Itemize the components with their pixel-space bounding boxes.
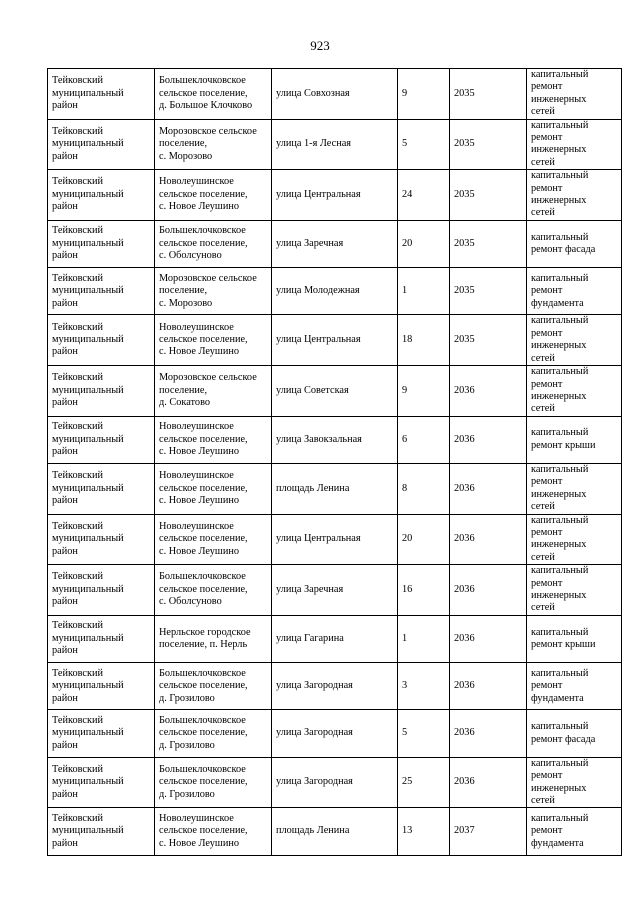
district-cell — [48, 757, 155, 808]
work-type-cell-text: капитальный ремонт фундамента — [531, 272, 589, 309]
house-number-cell — [398, 514, 450, 565]
street-cell — [272, 565, 398, 616]
year-cell — [450, 808, 527, 855]
street-cell — [272, 710, 398, 757]
district-cell-text: Тейковский муниципальный район — [52, 125, 124, 162]
year-cell-text: 2036 — [454, 680, 475, 692]
house-number-cell — [398, 268, 450, 315]
house-number-cell — [398, 416, 450, 463]
year-cell — [450, 565, 527, 616]
street-cell-text: улица Заречная — [276, 237, 344, 249]
district-cell-text: Тейковский муниципальный район — [52, 520, 124, 557]
work-type-cell — [527, 315, 622, 366]
work-type-cell-text: капитальный ремонт инженерных сетей — [531, 366, 589, 415]
table-row — [48, 69, 622, 120]
house-number-cell-text: 1 — [402, 632, 408, 644]
district-cell — [48, 615, 155, 662]
work-type-cell-text: капитальный ремонт инженерных сетей — [531, 757, 589, 806]
table-row — [48, 514, 622, 565]
year-cell — [450, 615, 527, 662]
street-cell — [272, 416, 398, 463]
settlement-cell-text: Большеклочковское сельское поселение, д. Большое Клочково — [159, 75, 253, 112]
work-type-cell — [527, 268, 622, 315]
work-type-cell — [527, 220, 622, 267]
district-cell-text: Тейковский муниципальный район — [52, 272, 124, 309]
table-row — [48, 663, 622, 710]
year-cell-text: 2036 — [454, 384, 475, 396]
district-cell — [48, 808, 155, 855]
street-cell — [272, 315, 398, 366]
street-cell-text: улица Совхозная — [276, 87, 350, 99]
year-cell-text: 2036 — [454, 433, 475, 445]
work-type-cell — [527, 464, 622, 515]
settlement-cell — [155, 416, 272, 463]
year-cell-text: 2036 — [454, 727, 475, 739]
street-cell — [272, 366, 398, 417]
work-type-cell-text: капитальный ремонт крыши — [531, 626, 596, 651]
street-cell-text: улица 1-я Лесная — [276, 138, 352, 150]
street-cell-text: площадь Ленина — [276, 825, 350, 837]
year-cell-text: 2035 — [454, 138, 475, 150]
house-number-cell — [398, 170, 450, 221]
work-type-cell-text: капитальный ремонт фундамента — [531, 667, 589, 704]
district-cell — [48, 710, 155, 757]
district-cell — [48, 220, 155, 267]
settlement-cell-text: Большеклочковское сельское поселение, с. Оболсуново — [159, 225, 248, 262]
work-type-cell — [527, 416, 622, 463]
house-number-cell-text: 18 — [402, 334, 413, 346]
work-type-cell — [527, 757, 622, 808]
work-type-cell-text: капитальный ремонт фасада — [531, 231, 596, 256]
work-type-cell-text: капитальный ремонт фасада — [531, 721, 596, 745]
year-cell-text: 2036 — [454, 583, 475, 595]
district-cell — [48, 464, 155, 515]
settlement-cell — [155, 69, 272, 120]
year-cell — [450, 268, 527, 315]
work-type-cell-text: капитальный ремонт инженерных сетей — [531, 464, 589, 513]
year-cell — [450, 220, 527, 267]
house-number-cell-text: 8 — [402, 482, 408, 494]
table-row — [48, 220, 622, 267]
settlement-cell-text: Новолеушинское сельское поселение, с. Новое Леушино — [159, 470, 248, 507]
district-cell — [48, 69, 155, 120]
work-type-cell — [527, 366, 622, 417]
work-type-cell — [527, 710, 622, 757]
settlement-cell — [155, 315, 272, 366]
table-row — [48, 615, 622, 662]
work-type-cell — [527, 170, 622, 221]
district-cell-text: Тейковский муниципальный район — [52, 620, 124, 657]
street-cell-text: улица Гагарина — [276, 632, 344, 644]
work-type-cell-text: капитальный ремонт инженерных сетей — [531, 170, 589, 219]
house-number-cell-text: 9 — [402, 384, 408, 396]
district-cell-text: Тейковский муниципальный район — [52, 571, 124, 608]
district-cell — [48, 514, 155, 565]
page-number: 923 — [310, 38, 330, 53]
table-row — [48, 416, 622, 463]
year-cell — [450, 663, 527, 710]
house-number-cell — [398, 565, 450, 616]
street-cell-text: улица Центральная — [276, 188, 361, 200]
house-number-cell — [398, 119, 450, 170]
settlement-cell-text: Большеклочковское сельское поселение, д. Грозилово — [159, 763, 248, 800]
year-cell — [450, 514, 527, 565]
house-number-cell-text: 1 — [402, 285, 408, 297]
settlement-cell-text: Нерльское городское поселение, п. Нерль — [159, 626, 251, 651]
settlement-cell — [155, 710, 272, 757]
settlement-cell-text: Большеклочковское сельское поселение, с. Оболсуново — [159, 571, 248, 608]
district-cell — [48, 366, 155, 417]
house-number-cell — [398, 220, 450, 267]
street-cell-text: улица Загородная — [276, 680, 353, 692]
table-body — [48, 69, 622, 856]
table-row — [48, 315, 622, 366]
street-cell — [272, 464, 398, 515]
table-row — [48, 757, 622, 808]
district-cell — [48, 565, 155, 616]
table-row — [48, 268, 622, 315]
year-cell — [450, 757, 527, 808]
house-number-cell-text: 20 — [402, 533, 413, 545]
settlement-cell — [155, 464, 272, 515]
work-type-cell — [527, 69, 622, 120]
settlement-cell-text: Новолеушинское сельское поселение, с. Новое Леушино — [159, 321, 248, 358]
house-number-cell — [398, 315, 450, 366]
street-cell — [272, 268, 398, 315]
settlement-cell — [155, 615, 272, 662]
year-cell-text: 2037 — [454, 825, 475, 837]
district-cell — [48, 663, 155, 710]
house-number-cell — [398, 615, 450, 662]
year-cell — [450, 366, 527, 417]
table-row — [48, 808, 622, 855]
work-type-cell — [527, 514, 622, 565]
street-cell — [272, 170, 398, 221]
work-type-cell — [527, 808, 622, 855]
street-cell-text: улица Заречная — [276, 583, 344, 595]
year-cell — [450, 170, 527, 221]
settlement-cell — [155, 119, 272, 170]
house-number-cell-text: 13 — [402, 825, 413, 837]
year-cell-text: 2035 — [454, 237, 475, 249]
year-cell — [450, 119, 527, 170]
district-cell-text: Тейковский муниципальный район — [52, 812, 124, 849]
district-cell — [48, 119, 155, 170]
year-cell-text: 2036 — [454, 533, 475, 545]
settlement-cell — [155, 366, 272, 417]
street-cell-text: улица Центральная — [276, 334, 361, 346]
year-cell — [450, 464, 527, 515]
table-row — [48, 464, 622, 515]
house-number-cell-text: 5 — [402, 727, 408, 739]
work-type-cell-text: капитальный ремонт инженерных сетей — [531, 315, 589, 364]
district-cell-text: Тейковский муниципальный район — [52, 421, 124, 458]
work-type-cell-text: капитальный ремонт инженерных сетей — [531, 565, 589, 614]
district-cell-text: Тейковский муниципальный район — [52, 75, 124, 112]
district-cell-text: Тейковский муниципальный район — [52, 763, 124, 800]
year-cell-text: 2036 — [454, 482, 475, 494]
house-number-cell-text: 9 — [402, 87, 408, 99]
work-type-cell-text: капитальный ремонт инженерных сетей — [531, 514, 589, 563]
street-cell-text: улица Завокзальная — [276, 433, 362, 445]
table-row — [48, 366, 622, 417]
settlement-cell-text: Новолеушинское сельское поселение, с. Новое Леушино — [159, 812, 248, 849]
street-cell — [272, 220, 398, 267]
house-number-cell-text: 3 — [402, 680, 408, 692]
street-cell — [272, 514, 398, 565]
year-cell — [450, 416, 527, 463]
house-number-cell-text: 16 — [402, 583, 413, 595]
settlement-cell-text: Морозовское сельское поселение, д. Сокатово — [159, 372, 257, 409]
year-cell-text: 2035 — [454, 285, 475, 297]
settlement-cell-text: Новолеушинское сельское поселение, с. Новое Леушино — [159, 520, 248, 557]
district-cell — [48, 416, 155, 463]
house-number-cell — [398, 464, 450, 515]
settlement-cell — [155, 514, 272, 565]
work-type-cell — [527, 663, 622, 710]
year-cell-text: 2035 — [454, 188, 475, 200]
street-cell — [272, 808, 398, 855]
repair-schedule-table — [47, 68, 622, 856]
house-number-cell — [398, 710, 450, 757]
settlement-cell-text: Новолеушинское сельское поселение, с. Новое Леушино — [159, 176, 248, 213]
year-cell-text: 2035 — [454, 334, 475, 346]
house-number-cell — [398, 663, 450, 710]
street-cell — [272, 69, 398, 120]
district-cell-text: Тейковский муниципальный район — [52, 667, 124, 704]
district-cell — [48, 170, 155, 221]
table-row — [48, 710, 622, 757]
settlement-cell — [155, 757, 272, 808]
street-cell — [272, 615, 398, 662]
settlement-cell-text: Морозовское сельское поселение, с. Морозово — [159, 272, 257, 309]
street-cell — [272, 757, 398, 808]
settlement-cell-text: Новолеушинское сельское поселение, с. Новое Леушино — [159, 421, 248, 458]
settlement-cell-text: Большеклочковское сельское поселение, д. Грозилово — [159, 667, 248, 704]
year-cell-text: 2035 — [454, 87, 475, 99]
house-number-cell — [398, 366, 450, 417]
district-cell — [48, 268, 155, 315]
settlement-cell — [155, 220, 272, 267]
work-type-cell — [527, 615, 622, 662]
house-number-cell — [398, 757, 450, 808]
settlement-cell — [155, 808, 272, 855]
district-cell — [48, 315, 155, 366]
district-cell-text: Тейковский муниципальный район — [52, 321, 124, 358]
table-row — [48, 119, 622, 170]
work-type-cell-text: капитальный ремонт инженерных сетей — [531, 69, 589, 118]
district-cell-text: Тейковский муниципальный район — [52, 470, 124, 507]
house-number-cell-text: 25 — [402, 776, 413, 788]
street-cell-text: улица Центральная — [276, 533, 361, 545]
street-cell-text: улица Советская — [276, 384, 349, 396]
street-cell-text: улица Загородная — [276, 727, 353, 739]
settlement-cell — [155, 170, 272, 221]
year-cell — [450, 710, 527, 757]
work-type-cell — [527, 119, 622, 170]
district-cell-text: Тейковский муниципальный район — [52, 225, 124, 262]
work-type-cell-text: капитальный ремонт инженерных сетей — [531, 119, 589, 168]
street-cell — [272, 119, 398, 170]
year-cell — [450, 69, 527, 120]
work-type-cell — [527, 565, 622, 616]
district-cell-text: Тейковский муниципальный район — [52, 715, 124, 751]
street-cell — [272, 663, 398, 710]
house-number-cell-text: 6 — [402, 433, 408, 445]
table-row — [48, 565, 622, 616]
settlement-cell-text: Морозовское сельское поселение, с. Морозово — [159, 125, 257, 162]
year-cell — [450, 315, 527, 366]
settlement-cell — [155, 663, 272, 710]
street-cell-text: улица Загородная — [276, 776, 353, 788]
house-number-cell-text: 20 — [402, 237, 413, 249]
house-number-cell — [398, 69, 450, 120]
street-cell-text: улица Молодежная — [276, 285, 360, 297]
district-cell-text: Тейковский муниципальный район — [52, 372, 124, 409]
street-cell-text: площадь Ленина — [276, 482, 350, 494]
work-type-cell-text: капитальный ремонт крыши — [531, 427, 596, 451]
work-type-cell-text: капитальный ремонт фундамента — [531, 812, 589, 849]
year-cell-text: 2036 — [454, 632, 475, 644]
district-cell-text: Тейковский муниципальный район — [52, 176, 124, 213]
settlement-cell-text: Большеклочковское сельское поселение, д. Грозилово — [159, 715, 248, 751]
house-number-cell-text: 24 — [402, 188, 413, 200]
house-number-cell — [398, 808, 450, 855]
year-cell-text: 2036 — [454, 776, 475, 788]
house-number-cell-text: 5 — [402, 138, 408, 150]
settlement-cell — [155, 565, 272, 616]
table-row — [48, 170, 622, 221]
settlement-cell — [155, 268, 272, 315]
